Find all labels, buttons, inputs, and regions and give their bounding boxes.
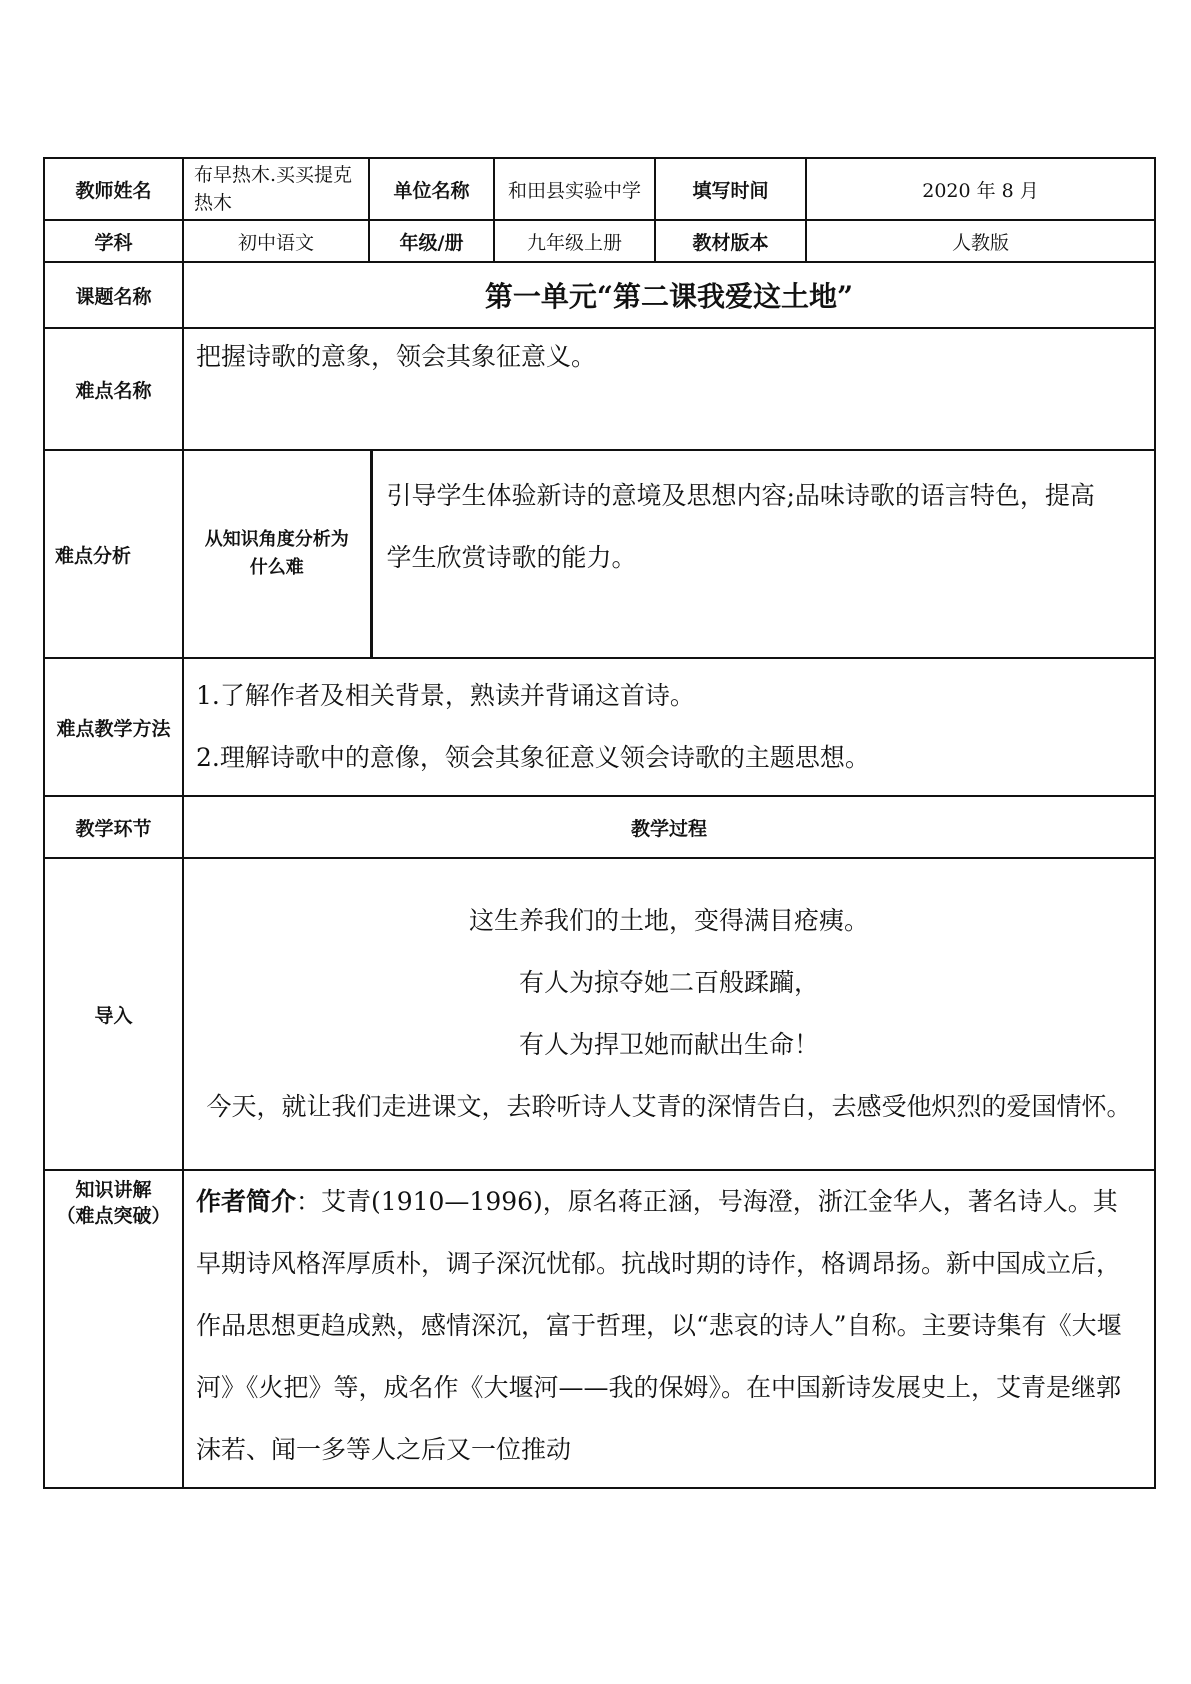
- method-label: 难点教学方法: [44, 658, 183, 796]
- intro-row: [44, 858, 1155, 1170]
- knowledge-cell: [183, 1170, 1155, 1488]
- unit-value: 和田县实验中学: [494, 158, 655, 220]
- analysis-cell: [371, 450, 1155, 658]
- knowledge-paragraph: [196, 1171, 1142, 1481]
- intro-line-2: 有人为掠夺她二百般蹂躏，: [519, 968, 820, 997]
- knowledge-body: 艾青(1910—1996)，原名蒋正涵，号海澄，浙江金华人，著名诗人。其早期诗风格浑厚质朴，调子深沉忧郁。抗战时期的诗作，格调昂扬。新中国成立后，作品思想更趋成熟，感情深沉，富于哲理，以“悲哀的诗人”自称。主要诗集有《大堰河》《火把》等，成名作《大堰河——我的保姆》。在中国新诗发展史上，艾青是继郭沫若、闻一多等人之后又一位推动: [196, 1187, 1122, 1464]
- knowledge-colon: ：: [296, 1187, 322, 1216]
- difficulty-label: 难点名称: [44, 328, 183, 450]
- method-cell: [183, 658, 1155, 796]
- teacher-value: 布早热木.买买提克热木: [183, 158, 369, 220]
- lesson-plan-table: [43, 157, 1156, 1489]
- difficulty-row: [44, 328, 1155, 450]
- time-label: 填写时间: [655, 158, 806, 220]
- topic-row: [44, 262, 1155, 328]
- subject-label: 学科: [44, 220, 183, 262]
- method-item-1: 1.了解作者及相关背景，熟读并背诵这首诗。: [196, 681, 695, 710]
- knowledge-label-line-1: 知识讲解: [75, 1179, 152, 1201]
- grade-label: 年级/册: [369, 220, 494, 262]
- info-row-2: [44, 220, 1155, 262]
- stage-header: 教学环节: [44, 796, 183, 858]
- knowledge-lead: 作者简介: [196, 1187, 297, 1216]
- intro-line-4: 今天，就让我们走进课文，去聆听诗人艾青的深情告白，去感受他炽烈的爱国情怀。: [206, 1092, 1132, 1121]
- edition-value: 人教版: [806, 220, 1155, 262]
- analysis-row: [44, 450, 1155, 658]
- unit-label: 单位名称: [369, 158, 494, 220]
- difficulty-cell: [183, 328, 1155, 450]
- knowledge-label-cell: [44, 1170, 183, 1488]
- edition-label: 教材版本: [655, 220, 806, 262]
- lesson-plan-sheet: [43, 157, 1154, 1489]
- intro-line-1: 这生养我们的土地，变得满目疮痍。: [469, 906, 870, 935]
- grade-value: 九年级上册: [494, 220, 655, 262]
- intro-label: 导入: [44, 858, 183, 1170]
- topic-title: 第一单元“第二课我爱这土地”: [183, 262, 1155, 328]
- intro-line-3: 有人为捍卫她而献出生命！: [519, 1030, 820, 1059]
- intro-cell: [183, 858, 1155, 1170]
- knowledge-label-line-2: （难点突破）: [56, 1205, 171, 1227]
- difficulty-text: 把握诗歌的意象，领会其象征意义。: [196, 342, 597, 371]
- method-row: [44, 658, 1155, 796]
- process-header: 教学过程: [183, 796, 1155, 858]
- knowledge-row: [44, 1170, 1155, 1488]
- method-item-2: 2.理解诗歌中的意像，领会其象征意义领会诗歌的主题思想。: [196, 743, 870, 772]
- topic-label: 课题名称: [44, 262, 183, 328]
- process-header-row: [44, 796, 1155, 858]
- teacher-label: 教师姓名: [44, 158, 183, 220]
- analysis-text: 引导学生体验新诗的意境及思想内容;品味诗歌的语言特色，提高学生欣赏诗歌的能力。: [386, 481, 1095, 572]
- analysis-sub-label: 从知识角度分析为什么难: [183, 450, 371, 658]
- time-value: 2020 年 8 月: [806, 158, 1155, 220]
- analysis-label: 难点分析: [44, 450, 183, 658]
- info-row-1: [44, 158, 1155, 220]
- subject-value: 初中语文: [183, 220, 369, 262]
